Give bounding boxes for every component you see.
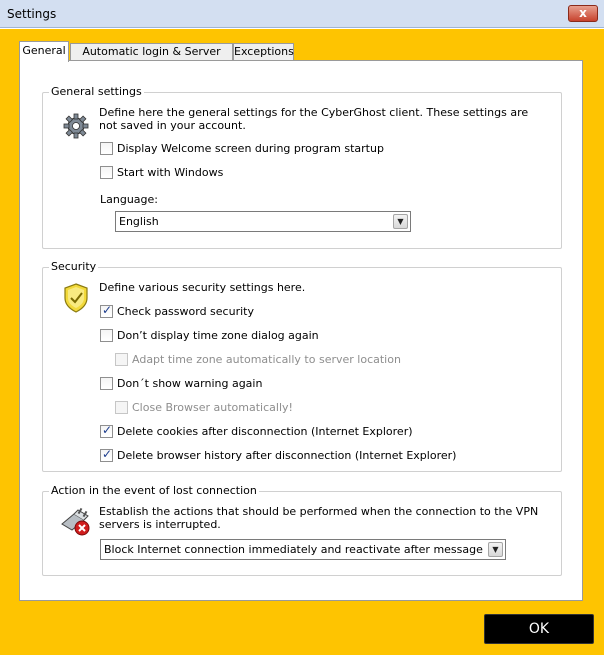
lost-connection-action-dropdown[interactable] [100, 539, 506, 560]
tab-exceptions[interactable]: Exceptions [233, 43, 294, 61]
lost-connection-legend: Action in the event of lost connection [51, 484, 257, 497]
check-password-label: Check password security [117, 305, 254, 318]
close-browser-option [115, 401, 293, 414]
disconnected-plug-icon [60, 506, 92, 536]
tab-general[interactable]: General [19, 41, 69, 62]
language-label: Language: [100, 193, 158, 206]
adapt-timezone-checkbox [115, 353, 128, 366]
security-description: Define various security settings here. [99, 281, 306, 294]
no-timezone-dialog-label: Don’t display time zone dialog again [117, 329, 319, 342]
no-timezone-dialog-option[interactable] [100, 329, 319, 342]
title-bar [0, 0, 604, 28]
delete-history-label: Delete browser history after disconnection (Internet Explorer) [117, 449, 457, 462]
general-settings-legend: General settings [51, 85, 142, 98]
close-browser-checkbox [115, 401, 128, 414]
delete-cookies-checkbox[interactable] [100, 425, 113, 438]
security-legend: Security [51, 260, 97, 273]
no-warning-checkbox[interactable] [100, 377, 113, 390]
no-warning-label: Don´t show warning again [117, 377, 263, 390]
ok-button[interactable]: OK [484, 614, 594, 644]
lost-connection-action-value: Block Internet connection immediately and reactivate after message [104, 543, 483, 556]
start-windows-label: Start with Windows [117, 166, 224, 179]
tab-automatic-login[interactable]: Automatic login & Server [70, 43, 233, 61]
general-description: Define here the general settings for the CyberGhost client. These settings are not saved in your account. [99, 106, 529, 132]
adapt-timezone-option [115, 353, 401, 366]
delete-cookies-option[interactable] [100, 425, 413, 438]
close-browser-label: Close Browser automatically! [132, 401, 293, 414]
delete-cookies-label: Delete cookies after disconnection (Internet Explorer) [117, 425, 413, 438]
gear-icon [63, 113, 89, 139]
security-group [42, 260, 562, 472]
start-windows-checkbox[interactable] [100, 166, 113, 179]
shield-icon [63, 283, 89, 313]
window-title: Settings [7, 7, 57, 21]
no-warning-option[interactable] [100, 377, 262, 390]
close-button[interactable]: x [568, 5, 598, 22]
delete-history-checkbox[interactable] [100, 449, 113, 462]
start-windows-option[interactable] [100, 166, 223, 179]
no-timezone-dialog-checkbox[interactable] [100, 329, 113, 342]
check-password-checkbox[interactable] [100, 305, 113, 318]
welcome-screen-label: Display Welcome screen during program startup [117, 142, 384, 155]
welcome-screen-option[interactable] [100, 142, 384, 155]
delete-history-option[interactable] [100, 449, 456, 462]
lost-connection-description: Establish the actions that should be performed when the connection to the VPN servers is interrupted. [99, 505, 539, 531]
chevron-down-icon[interactable]: ▼ [488, 542, 503, 557]
tab-page-general [19, 60, 583, 601]
check-password-option[interactable] [100, 305, 254, 318]
general-settings-group [42, 85, 562, 249]
language-dropdown[interactable] [115, 211, 411, 232]
language-value: English [119, 215, 159, 228]
chevron-down-icon[interactable]: ▼ [393, 214, 408, 229]
lost-connection-group [42, 484, 562, 576]
adapt-timezone-label: Adapt time zone automatically to server location [132, 353, 401, 366]
welcome-screen-checkbox[interactable] [100, 142, 113, 155]
